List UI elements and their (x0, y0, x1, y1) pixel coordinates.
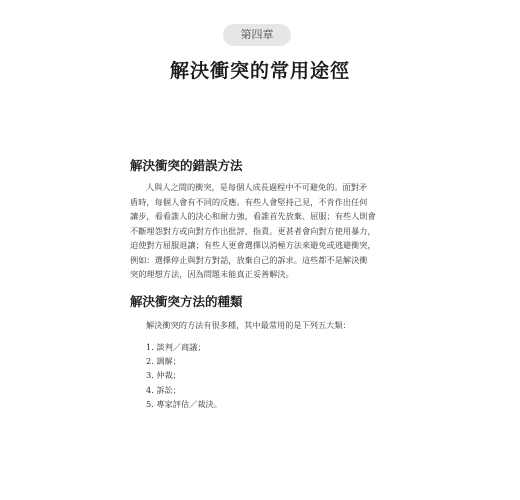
list-item: 4. 訴訟； (146, 384, 181, 395)
paragraph-line: 突的理想方法，因為問題未能真正妥善解決。 (130, 269, 294, 279)
list-item: 3. 仲裁； (146, 370, 181, 381)
list-item: 2. 調解； (146, 356, 181, 367)
section-heading-wrong-methods: 解決衝突的錯誤方法 (130, 158, 243, 173)
paragraph-line: 迫使對方屈服退讓；有些人更會選擇以消極方法來避免或逃避衝突， (130, 240, 376, 250)
paragraph-line: 例如：選擇停止與對方對話，放棄自己的訴求。這些都不是解決衝 (130, 254, 368, 265)
list-item: 5. 專家評估／裁決。 (146, 398, 222, 409)
chapter-title: 解決衝突的常用途徑 (169, 60, 350, 82)
paragraph-line: 不斷埋怨對方或向對方作出批評、指責。更甚者會向對方使用暴力， (130, 225, 376, 236)
section-heading-method-types: 解決衝突方法的種類 (130, 294, 243, 309)
paragraph-line: 人與人之間的衝突，是每個人成長過程中不可避免的。面對矛 (146, 182, 368, 192)
paragraph-method-intro: 解決衝突的方法有很多種，其中最常用的是下列五大類： (146, 320, 351, 330)
chapter-label: 第四章 (223, 24, 291, 46)
paragraph-line: 讓步，看看誰人的決心和耐力強，看誰首先放棄、屈服；有些人則會 (130, 211, 376, 221)
method-list (146, 340, 222, 411)
paragraph-wrong-methods (130, 180, 380, 282)
list-item: 1. 談判／商議； (146, 342, 206, 352)
paragraph-line: 盾時，每個人會有不同的反應。有些人會堅持己見，不肯作出任何 (130, 196, 368, 207)
